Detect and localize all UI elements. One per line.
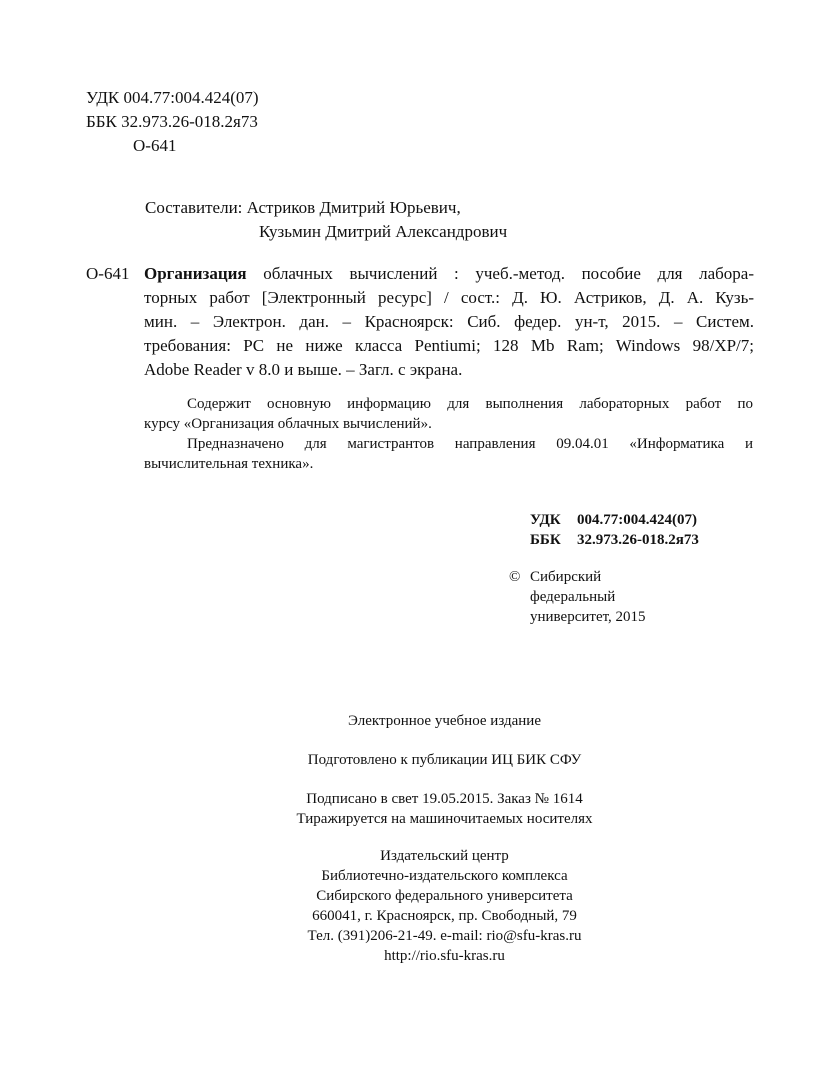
publisher-line-1: Издательский центр bbox=[380, 848, 509, 864]
compiler-name-2: Кузьмин Дмитрий Александрович bbox=[259, 222, 508, 241]
udk-footer-label: УДК bbox=[530, 512, 561, 528]
publisher-contacts: Тел. (391)206-21-49. e-mail: rio@sfu-kras.ru bbox=[307, 928, 582, 944]
annotation-p1-line-2: курсу «Организация облачных вычислений». bbox=[144, 416, 432, 432]
bbk-footer-value: 32.973.26-018.2я73 bbox=[577, 532, 699, 548]
bibliography-code: О-641 bbox=[86, 264, 130, 283]
signed-info: Подписано в свет 19.05.2015. Заказ № 1614 bbox=[306, 791, 583, 807]
bib-line-5: Adobe Reader v 8.0 и выше. – Загл. с экрана. bbox=[144, 360, 463, 379]
bib-line-1 bbox=[144, 262, 754, 286]
copyright-holder bbox=[530, 567, 646, 627]
bbk-footer bbox=[530, 530, 699, 550]
bib-title: Организация bbox=[144, 264, 247, 283]
author-mark: О-641 bbox=[133, 136, 177, 155]
copyright-line-2: федеральный bbox=[530, 589, 616, 605]
publisher-line-2: Библиотечно-издательского комплекса bbox=[321, 868, 568, 884]
publisher-info bbox=[0, 846, 835, 966]
bib-line-1-text: облачных вычислений : учеб.-метод. пособие для лабора- bbox=[246, 264, 754, 283]
publisher-address: 660041, г. Красноярск, пр. Свободный, 79 bbox=[312, 908, 577, 924]
udk-footer-value: 004.77:004.424(07) bbox=[577, 512, 697, 528]
udk-code: УДК 004.77:004.424(07) bbox=[86, 88, 259, 107]
compilers-line-1 bbox=[145, 196, 507, 220]
bib-line-4: требования: PC не ниже класса Pentiumi; 128 Mb Ram; Windows 98/XP/7; bbox=[144, 336, 754, 355]
bbk-code: ББК 32.973.26-018.2я73 bbox=[86, 112, 258, 131]
annotation-p2-line-1: Предназначено для магистрантов направления 09.04.01 «Информатика и bbox=[187, 436, 753, 452]
copyright-line-1: Сибирский bbox=[530, 569, 602, 585]
distribution-info: Тиражируется на машиночитаемых носителях bbox=[296, 811, 593, 827]
compilers-label: Составители: bbox=[145, 198, 243, 217]
bbk-footer-label: ББК bbox=[530, 532, 561, 548]
annotation-p2-line-2: вычислительная техника». bbox=[144, 456, 314, 472]
print-info bbox=[0, 789, 835, 829]
classification-footer bbox=[530, 510, 699, 550]
udk-footer bbox=[530, 510, 699, 530]
compilers-block bbox=[145, 196, 507, 244]
bibliographic-record bbox=[144, 262, 754, 382]
classification-header bbox=[86, 86, 259, 158]
bib-line-2: торных работ [Электронный ресурс] / сост.: Д. Ю. Астриков, Д. А. Кузь- bbox=[144, 288, 754, 307]
copyright-icon: © bbox=[509, 569, 521, 585]
prepared-by: Подготовлено к публикации ИЦ БИК СФУ bbox=[307, 752, 582, 768]
annotation bbox=[144, 394, 753, 474]
copyright-line-3: университет, 2015 bbox=[530, 609, 646, 625]
publisher-line-3: Сибирского федерального университета bbox=[316, 888, 573, 904]
publisher-website: http://rio.sfu-kras.ru bbox=[384, 948, 505, 964]
bib-line-3: мин. – Электрон. дан. – Красноярск: Сиб. федер. ун-т, 2015. – Систем. bbox=[144, 312, 754, 331]
compiler-name-1: Астриков Дмитрий Юрьевич, bbox=[246, 198, 461, 217]
edition-type: Электронное учебное издание bbox=[348, 713, 541, 729]
copyright-block bbox=[509, 567, 646, 627]
annotation-p1-line-1: Содержит основную информацию для выполнения лабораторных работ по bbox=[187, 396, 753, 412]
